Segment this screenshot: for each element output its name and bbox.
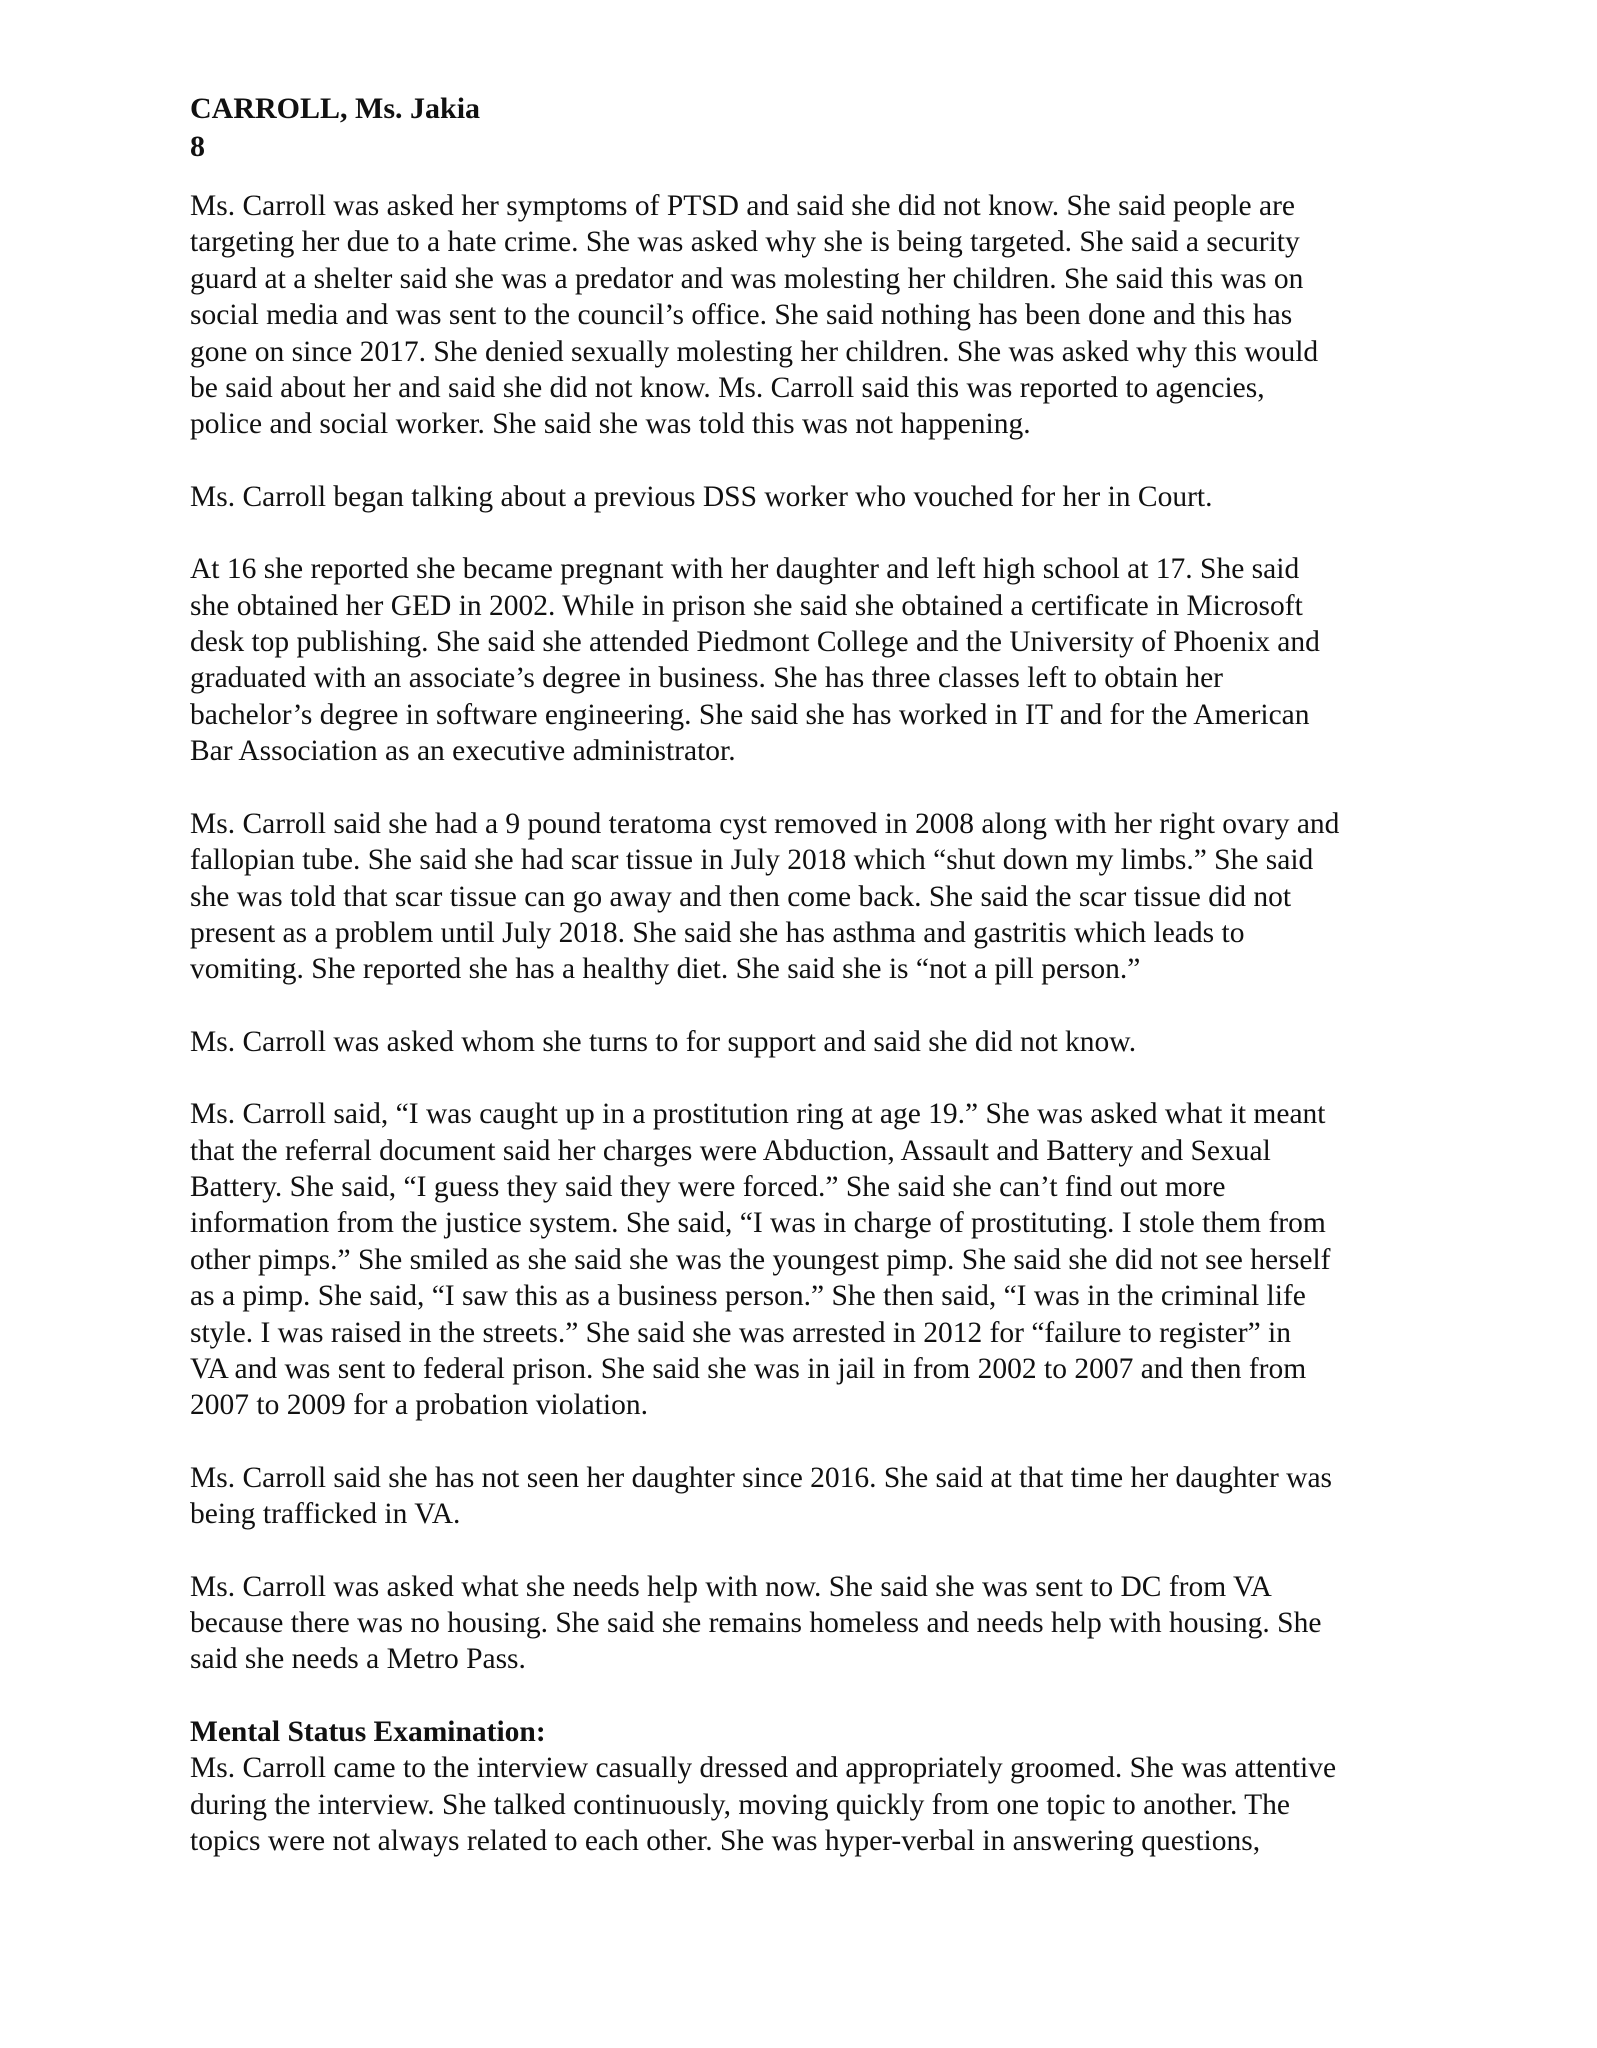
text-line: she obtained her GED in 2002. While in prison she said she obtained a certificate in Microsoft [190, 589, 1303, 622]
text-line: targeting her due to a hate crime. She was asked why she is being targeted. She said a security [190, 226, 1300, 259]
paragraph-current-needs [190, 1569, 1430, 1678]
text-line: desk top publishing. She said she attended Piedmont College and the University of Phoenix and [190, 626, 1320, 659]
text-line: being trafficked in VA. [190, 1498, 461, 1531]
paragraph-education [190, 551, 1430, 769]
page-number: 8 [190, 130, 205, 163]
mental-status-heading: Mental Status Examination: [190, 1715, 546, 1748]
text-line: other pimps.” She smiled as she said she was the youngest pimp. She said she did not see herself [190, 1243, 1331, 1276]
text-line: that the referral document said her charges were Abduction, Assault and Battery and Sexual [190, 1134, 1271, 1167]
text-line: gone on since 2017. She denied sexually molesting her children. She was asked why this would [190, 335, 1319, 368]
document-page [190, 90, 1430, 1859]
paragraph-criminal-history [190, 1096, 1430, 1424]
text-line: topics were not always related to each other. She was hyper-verbal in answering questions, [190, 1825, 1261, 1858]
text-line: Ms. Carroll said she has not seen her daughter since 2016. She said at that time her daughter was [190, 1461, 1333, 1494]
text-line: graduated with an associate’s degree in business. She has three classes left to obtain her [190, 662, 1224, 695]
text-line: present as a problem until July 2018. She said she has asthma and gastritis which leads to [190, 916, 1245, 949]
text-line: during the interview. She talked continuously, moving quickly from one topic to another. The [190, 1788, 1291, 1821]
paragraph-daughter [190, 1460, 1430, 1533]
text-line: bachelor’s degree in software engineering. She said she has worked in IT and for the American [190, 698, 1310, 731]
text-line: Bar Association as an executive administrator. [190, 735, 736, 768]
paragraph-support [190, 1024, 1430, 1060]
text-line: Ms. Carroll came to the interview casually dressed and appropriately groomed. She was attentive [190, 1752, 1337, 1785]
text-line: as a pimp. She said, “I saw this as a business person.” She then said, “I was in the criminal life [190, 1280, 1306, 1313]
text-line: VA and was sent to federal prison. She said she was in jail in from 2002 to 2007 and then from [190, 1352, 1307, 1385]
text-line: be said about her and said she did not know. Ms. Carroll said this was reported to agencies, [190, 372, 1265, 405]
text-line: social media and was sent to the council’s office. She said nothing has been done and this has [190, 299, 1293, 332]
paragraph-ptsd-symptoms [190, 188, 1430, 443]
text-line: At 16 she reported she became pregnant with her daughter and left high school at 17. She said [190, 553, 1300, 586]
text-line: Ms. Carroll was asked her symptoms of PTSD and said she did not know. She said people are [190, 190, 1295, 222]
text-line: style. I was raised in the streets.” She said she was arrested in 2012 for “failure to register” in [190, 1316, 1291, 1349]
text-line: Ms. Carroll began talking about a previous DSS worker who vouched for her in Court. [190, 480, 1213, 513]
text-line: police and social worker. She said she was told this was not happening. [190, 408, 1031, 441]
text-line: said she needs a Metro Pass. [190, 1643, 526, 1676]
text-line: information from the justice system. She said, “I was in charge of prostituting. I stole them from [190, 1207, 1326, 1240]
text-line: fallopian tube. She said she had scar tissue in July 2018 which “shut down my limbs.” She said [190, 844, 1314, 877]
text-line: Ms. Carroll said she had a 9 pound teratoma cyst removed in 2008 along with her right ovary and [190, 807, 1340, 840]
text-line: Ms. Carroll said, “I was caught up in a prostitution ring at age 19.” She was asked what it meant [190, 1098, 1326, 1131]
text-line: 2007 to 2009 for a probation violation. [190, 1389, 648, 1422]
text-line: Battery. She said, “I guess they said they were forced.” She said she can’t find out more [190, 1170, 1226, 1203]
text-line: she was told that scar tissue can go away and then come back. She said the scar tissue did not [190, 880, 1292, 913]
text-line: guard at a shelter said she was a predator and was molesting her children. She said this was on [190, 262, 1304, 295]
patient-name-header: CARROLL, Ms. Jakia [190, 92, 481, 125]
paragraph-dss-worker [190, 479, 1430, 515]
paragraph-mental-status [190, 1750, 1430, 1859]
text-line: Ms. Carroll was asked what she needs help with now. She said she was sent to DC from VA [190, 1570, 1272, 1603]
text-line: because there was no housing. She said she remains homeless and needs help with housing. She [190, 1607, 1322, 1639]
text-line: Ms. Carroll was asked whom she turns to for support and said she did not know. [190, 1025, 1137, 1058]
text-line: vomiting. She reported she has a healthy diet. She said she is “not a pill person.” [190, 953, 1141, 986]
paragraph-medical-history [190, 806, 1430, 988]
